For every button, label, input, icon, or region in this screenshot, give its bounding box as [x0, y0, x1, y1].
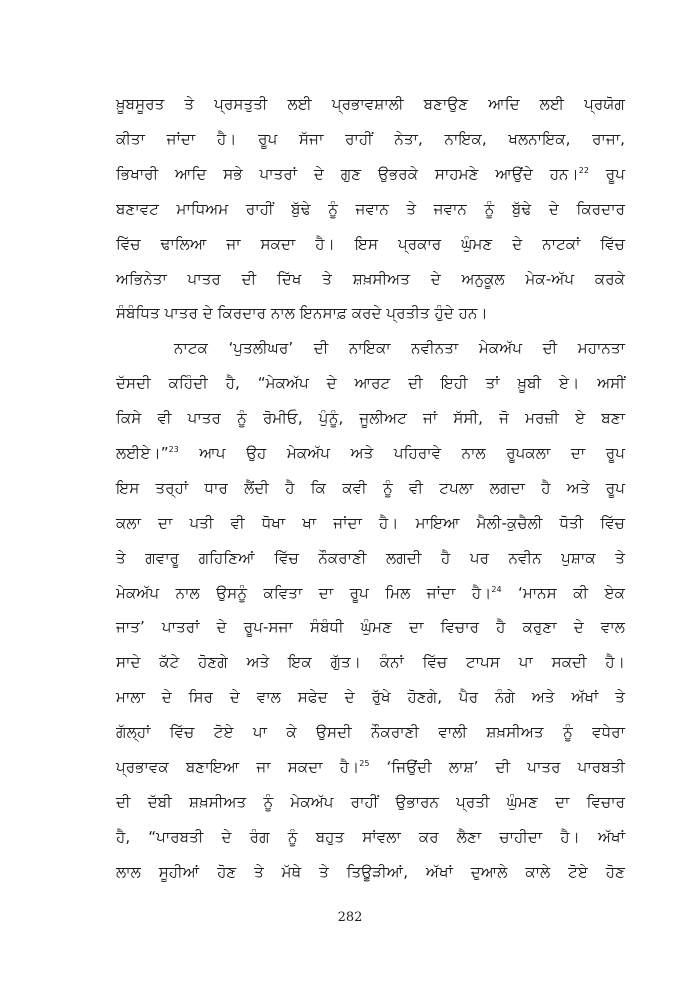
text-line-main: ਪ੍ਰਭਾਵਕ ਬਣਾਇਆ ਜਾ ਸਕਦਾ ਹੈ।	[116, 758, 360, 776]
footnote-ref: 25	[359, 759, 370, 768]
text-line-main: ਹੈ, “ਪਾਰਬਤੀ ਦੇ ਰੰਗ ਨੂੰ ਬਹੁਤ ਸਾਂਵਲਾ ਕਰ ਲੈਣਾ ਚਾਹੀਦਾ ਹੈ। ਅੱਖਾਂ	[116, 828, 625, 846]
text-line	[116, 722, 625, 742]
text-line-continuation: ‘ਜਿਉਂਦੀ ਲਾਸ਼’ ਦੀ ਪਾਤਰ ਪਾਰਬਤੀ	[369, 758, 625, 776]
page-number: 282	[337, 910, 363, 925]
text-line-continuation: ਆਪ ਉਹ ਮੇਕਅੱਪ ਅਤੇ ਪਹਿਰਾਵੇ ਨਾਲ ਰੂਪਕਲਾ ਦਾ ਰੂਪ	[178, 444, 625, 462]
text-line	[116, 513, 625, 533]
text-line-main: ਲਾਲ ਸੂਹੀਆਂ ਹੋਣ ਤੇ ਮੱਥੇ ਤੇ ਤਿਊੜੀਆਂ, ਅੱਖਾਂ ਦੁਆਲੇ ਕਾਲੇ ਟੋਏ ਹੋਣ	[116, 863, 625, 881]
text-line-main: ਅਭਿਨੇਤਾ ਪਾਤਰ ਦੀ ਦਿੱਖ ਤੇ ਸ਼ਖ਼ਸੀਅਤ ਦੇ ਅਨੁਕੂਲ ਮੇਕ-ਅੱਪ ਕਰਕੇ	[116, 270, 625, 288]
text-line-main: ਭਿਖਾਰੀ ਆਦਿ ਸਭੇ ਪਾਤਰਾਂ ਦੇ ਗੁਣ ਉਭਰਕੇ ਸਾਹਮਣੇ ਆਉਂਦੇ ਹਨ।	[116, 165, 579, 183]
text-line-main: ਮੇਕਅੱਪ ਨਾਲ ਉਸਨੂੰ ਕਵਿਤਾ ਦਾ ਰੂਪ ਮਿਲ ਜਾਂਦਾ ਹੈ।	[116, 584, 492, 602]
text-line-main: ਕਿਸੇ ਵੀ ਪਾਤਰ ਨੂੰ ਰੋਮੀਓ, ਪੁੰਨੂੰ, ਜੂਲੀਅਟ ਜਾਂ ਸੱਸੀ, ਜੋ ਮਰਜ਼ੀ ਏ ਬਣਾ	[116, 409, 625, 427]
text-line-continuation: ਰੂਪ	[588, 165, 625, 183]
text-line	[116, 269, 625, 289]
text-line-main: ਬਣਾਵਟ ਮਾਧਿਅਮ ਰਾਹੀਂ ਬੁੱਢੇ ਨੂੰ ਜਵਾਨ ਤੇ ਜਵਾਨ ਨੂੰ ਬੁੱਢੇ ਦੇ ਕਿਰਦਾਰ	[116, 200, 625, 218]
text-line-main: ਕੀਤਾ ਜਾਂਦਾ ਹੈ। ਰੂਪ ਸੱਜਾ ਰਾਹੀਂ ਨੇਤਾ, ਨਾਇਕ, ਖਲਨਾਇਕ, ਰਾਜਾ,	[116, 130, 625, 148]
text-line	[116, 234, 625, 254]
text-line-main: ਤੇ ਗਵਾਰੂ ਗਹਿਣਿਆਂ ਵਿੱਚ ਨੌਕਰਾਣੀ ਲਗਦੀ ਹੈ ਪਰ ਨਵੀਨ ਪੁਸ਼ਾਕ ਤੇ	[116, 549, 625, 567]
text-line	[116, 827, 625, 847]
footnote-ref: 22	[578, 166, 589, 175]
text-line-main: ਜਾਤ’ ਪਾਤਰਾਂ ਦੇ ਰੂਪ-ਸਜਾ ਸੰਬੰਧੀ ਘੁੰਮਣ ਦਾ ਵਿਚਾਰ ਹੈ ਕਰੁਣਾ ਦੇ ਵਾਲ	[116, 618, 625, 636]
text-line	[116, 373, 625, 393]
text-line-main: ਸੰਬੰਧਿਤ ਪਾਤਰ ਦੇ ਕਿਰਦਾਰ ਨਾਲ ਇਨਸਾਫ਼ ਕਰਦੇ ਪ੍ਰਤੀਤ ਹੁੰਦੇ ਹਨ।	[116, 304, 488, 322]
text-line-main: ਨਾਟਕ ‘ਪੁਤਲੀਘਰ’ ਦੀ ਨਾਇਕਾ ਨਵੀਨਤਾ ਮੇਕਅੱਪ ਦੀ ਮਹਾਨਤਾ	[174, 339, 625, 357]
text-line	[116, 652, 625, 672]
text-line-main: ਇਸ ਤਰ੍ਹਾਂ ਧਾਰ ਲੈਂਦੀ ਹੈ ਕਿ ਕਵੀ ਨੂੰ ਵੀ ਟਪਲਾ ਲਗਦਾ ਹੈ ਅਤੇ ਰੂਪ	[116, 479, 625, 497]
text-line-main: ਸਾਦੇ ਕੱਟੇ ਹੋਣਗੇ ਅਤੇ ਇਕ ਗੁੱਤ। ਕੰਨਾਂ ਵਿੱਚ ਟਾਪਸ ਪਾ ਸਕਦੀ ਹੈ।	[116, 653, 625, 671]
text-line	[116, 792, 625, 812]
text-line-continuation: ‘ਮਾਨਸ ਕੀ ਏਕ	[501, 584, 625, 602]
text-line	[116, 757, 625, 777]
text-line	[116, 478, 625, 498]
text-line-main: ਦੱਸਦੀ ਕਹਿੰਦੀ ਹੈ, “ਮੇਕਅੱਪ ਦੇ ਆਰਟ ਦੀ ਇਹੀ ਤਾਂ ਖ਼ੂਬੀ ਏ। ਅਸੀਂ	[116, 374, 625, 392]
text-line	[116, 303, 625, 323]
text-line	[116, 129, 625, 149]
text-line	[174, 338, 625, 358]
text-line-main: ਦੀ ਦੱਬੀ ਸ਼ਖ਼ਸੀਅਤ ਨੂੰ ਮੇਕਅੱਪ ਰਾਹੀਂ ਉਭਾਰਨ ਪ੍ਰਤੀ ਘੁੰਮਣ ਦਾ ਵਿਚਾਰ	[116, 793, 625, 811]
text-line	[116, 164, 625, 184]
text-line	[116, 443, 625, 463]
text-line-main: ਗੱਲ੍ਹਾਂ ਵਿੱਚ ਟੋਏ ਪਾ ਕੇ ਉਸਦੀ ਨੌਕਰਾਣੀ ਵਾਲੀ ਸ਼ਖ਼ਸੀਅਤ ਨੂੰ ਵਧੇਰਾ	[116, 723, 625, 741]
text-line	[116, 583, 625, 603]
text-line	[116, 687, 625, 707]
text-line-main: ਲਈਏ।”	[116, 444, 169, 462]
text-line-main: ਖ਼ੂਬਸੂਰਤ ਤੇ ਪ੍ਰਸਤੁਤੀ ਲਈ ਪ੍ਰਭਾਵਸ਼ਾਲੀ ਬਣਾਉਣ ਆਦਿ ਲਈ ਪ੍ਰਯੋਗ	[116, 95, 625, 113]
text-line	[116, 617, 625, 637]
text-line-main: ਵਿੱਚ ਢਾਲਿਆ ਜਾ ਸਕਦਾ ਹੈ। ਇਸ ਪ੍ਰਕਾਰ ਘੁੰਮਣ ਦੇ ਨਾਟਕਾਂ ਵਿੱਚ	[116, 235, 625, 253]
footnote-ref: 23	[168, 445, 179, 454]
text-line	[116, 94, 625, 114]
text-line	[116, 199, 625, 219]
text-line	[116, 548, 625, 568]
text-line-main: ਕਲਾ ਦਾ ਪਤੀ ਵੀ ਧੋਖਾ ਖਾ ਜਾਂਦਾ ਹੈ। ਮਾਇਆ ਮੈਲੀ-ਕੁਚੈਲੀ ਧੋਤੀ ਵਿੱਚ	[116, 514, 625, 532]
text-line	[116, 408, 625, 428]
text-line	[116, 862, 625, 882]
footnote-ref: 24	[491, 585, 502, 594]
text-line-main: ਮਾਲਾ ਦੇ ਸਿਰ ਦੇ ਵਾਲ ਸਫੇਦ ਦੇ ਰੁੱਖੇ ਹੋਣਗੇ, ਪੈਰ ਨੰਗੇ ਅਤੇ ਅੱਖਾਂ ਤੇ	[116, 688, 625, 706]
